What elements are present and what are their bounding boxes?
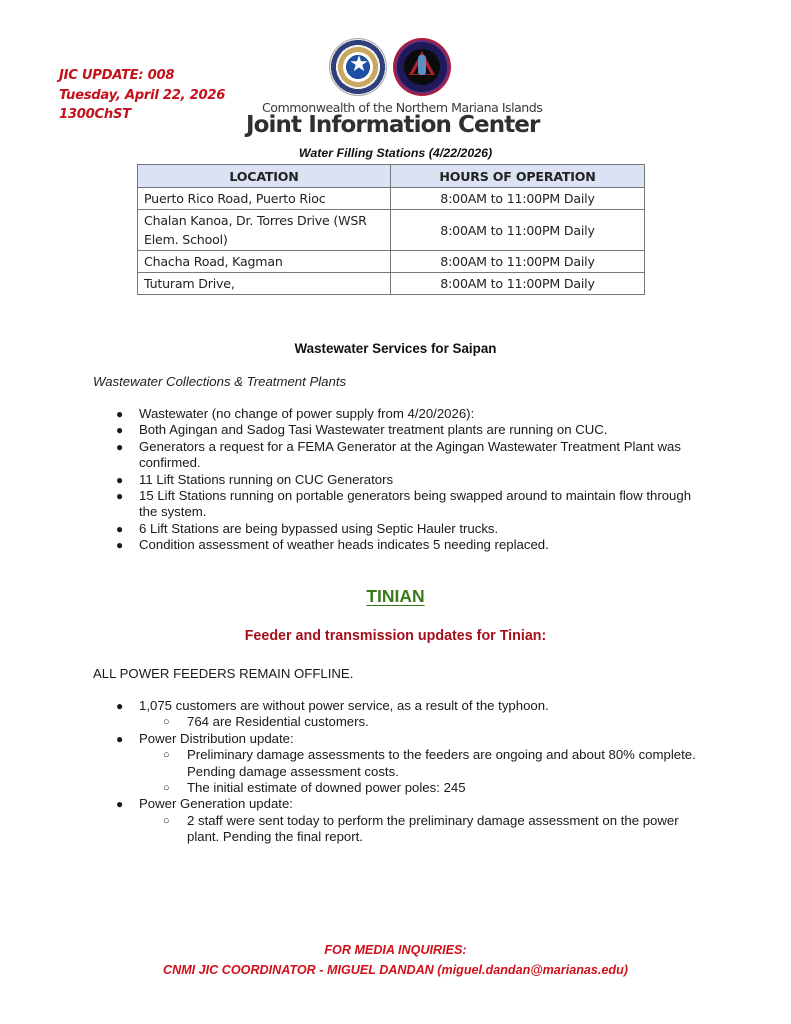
update-meta — [59, 66, 225, 125]
bullet-icon: ● — [116, 423, 124, 438]
hours-cell: 8:00AM to 11:00PM Daily — [391, 188, 645, 210]
location-cell: Chacha Road, Kagman — [138, 251, 391, 273]
bullet-icon: ● — [116, 489, 124, 504]
table-row — [138, 210, 645, 251]
footer-label: FOR MEDIA INQUIRIES: — [324, 943, 467, 957]
sub-list-item-text: 2 staff were sent today to perform the preliminary damage assessment on the power plant. Pending the final report. — [187, 812, 679, 845]
bullet-icon: ● — [116, 699, 124, 713]
feeder-status: ALL POWER FEEDERS REMAIN OFFLINE. — [93, 666, 354, 681]
list-item-text: Generators a request for a FEMA Generator at the Agingan Wastewater Treatment Plant was confirmed. — [139, 438, 681, 471]
sub-list-item-text: The initial estimate of downed power poles: 245 — [187, 780, 466, 796]
list-item-text: 1,075 customers are without power service, as a result of the typhoon. — [139, 698, 549, 713]
sub-list-item-text: Preliminary damage assessments to the feeders are ongoing and about 80% complete. Pending damage assessment costs. — [187, 747, 696, 779]
update-time: 1300ChST — [59, 107, 131, 122]
list-item — [93, 731, 713, 797]
sub-list — [139, 714, 713, 730]
list-item-text: 6 Lift Stations are being bypassed using Septic Hauler trucks. — [139, 520, 499, 536]
list-item — [93, 422, 713, 438]
hours-cell: 8:00AM to 11:00PM Daily — [391, 273, 645, 295]
location-cell: Tuturam Drive, — [138, 273, 391, 295]
list-item — [93, 488, 713, 521]
list-item-text: Wastewater (no change of power supply from 4/20/2026): — [139, 406, 475, 421]
list-item — [93, 406, 713, 422]
sub-list-item — [93, 747, 713, 780]
saipan-wastewater-heading: Wastewater Services for Saipan — [294, 341, 497, 356]
bullet-icon: ● — [116, 731, 124, 746]
footer-contact: CNMI JIC COORDINATOR - MIGUEL DANDAN (miguel.dandan@marianas.edu) — [163, 962, 628, 977]
table-row — [138, 251, 645, 273]
org-subtitle: Commonwealth of the Northern Mariana Islands — [262, 100, 543, 115]
list-item — [93, 472, 713, 488]
bullet-icon: ● — [116, 439, 124, 454]
hollow-bullet-icon: ○ — [163, 716, 170, 729]
bullet-icon: ● — [116, 538, 124, 553]
list-item-text: 11 Lift Stations running on CUC Generators — [139, 471, 394, 487]
list-item-text: 15 Lift Stations running on portable generators being swapped around to maintain flow through the system. — [139, 488, 692, 520]
bullet-icon: ● — [116, 797, 124, 812]
sub-list-item — [93, 780, 713, 796]
location-cell: Puerto Rico Road, Puerto Rioc — [138, 188, 391, 210]
sub-list-item — [93, 714, 713, 730]
column-header-hours: HOURS OF OPERATION — [391, 165, 645, 188]
table-header-row — [138, 165, 645, 188]
table-row — [138, 188, 645, 210]
column-header-location: LOCATION — [138, 165, 391, 188]
water-stations-table — [137, 164, 645, 295]
sub-list-item — [93, 813, 713, 846]
update-number: JIC UPDATE: 008 — [59, 68, 175, 83]
list-item — [93, 698, 713, 731]
list-item-text: Both Agingan and Sadog Tasi Wastewater treatment plants are running on CUC. — [139, 422, 608, 438]
wastewater-bullet-list — [93, 406, 713, 554]
homeland-security-seal-icon — [393, 38, 451, 96]
location-cell: Chalan Kanoa, Dr. Torres Drive (WSR Elem. School) — [138, 210, 391, 251]
tinian-heading: TINIAN — [366, 586, 425, 606]
stations-table-title: Water Filling Stations (4/22/2026) — [298, 146, 493, 160]
wastewater-subheading: Wastewater Collections & Treatment Plants — [93, 374, 347, 389]
list-item — [93, 439, 713, 472]
sub-list-item-text: 764 are Residential customers. — [187, 714, 369, 730]
bullet-icon: ● — [116, 521, 124, 536]
hollow-bullet-icon: ○ — [163, 782, 170, 795]
list-item — [93, 796, 713, 845]
list-item-text: Power Distribution update: — [139, 730, 294, 746]
table-row — [138, 273, 645, 295]
hollow-bullet-icon: ○ — [163, 814, 170, 827]
hollow-bullet-icon: ○ — [163, 749, 170, 762]
org-title: Joint Information Center — [246, 112, 540, 138]
sub-list — [139, 747, 713, 796]
list-item — [93, 521, 713, 537]
hours-cell: 8:00AM to 11:00PM Daily — [391, 210, 645, 251]
list-item-text: Power Generation update: — [139, 796, 293, 812]
list-item-text: Condition assessment of weather heads indicates 5 needing replaced. — [139, 537, 549, 553]
media-inquiries-footer — [0, 941, 791, 980]
cnmi-seal-icon: ★ — [329, 38, 387, 96]
bullet-icon: ● — [116, 472, 124, 487]
tinian-bullet-list — [93, 698, 713, 846]
bullet-icon: ● — [116, 407, 124, 421]
hours-cell: 8:00AM to 11:00PM Daily — [391, 251, 645, 273]
update-date: Tuesday, April 22, 2026 — [59, 87, 226, 103]
list-item — [93, 537, 713, 553]
sub-list — [139, 813, 713, 846]
feeder-updates-heading: Feeder and transmission updates for Tinian: — [244, 628, 547, 644]
